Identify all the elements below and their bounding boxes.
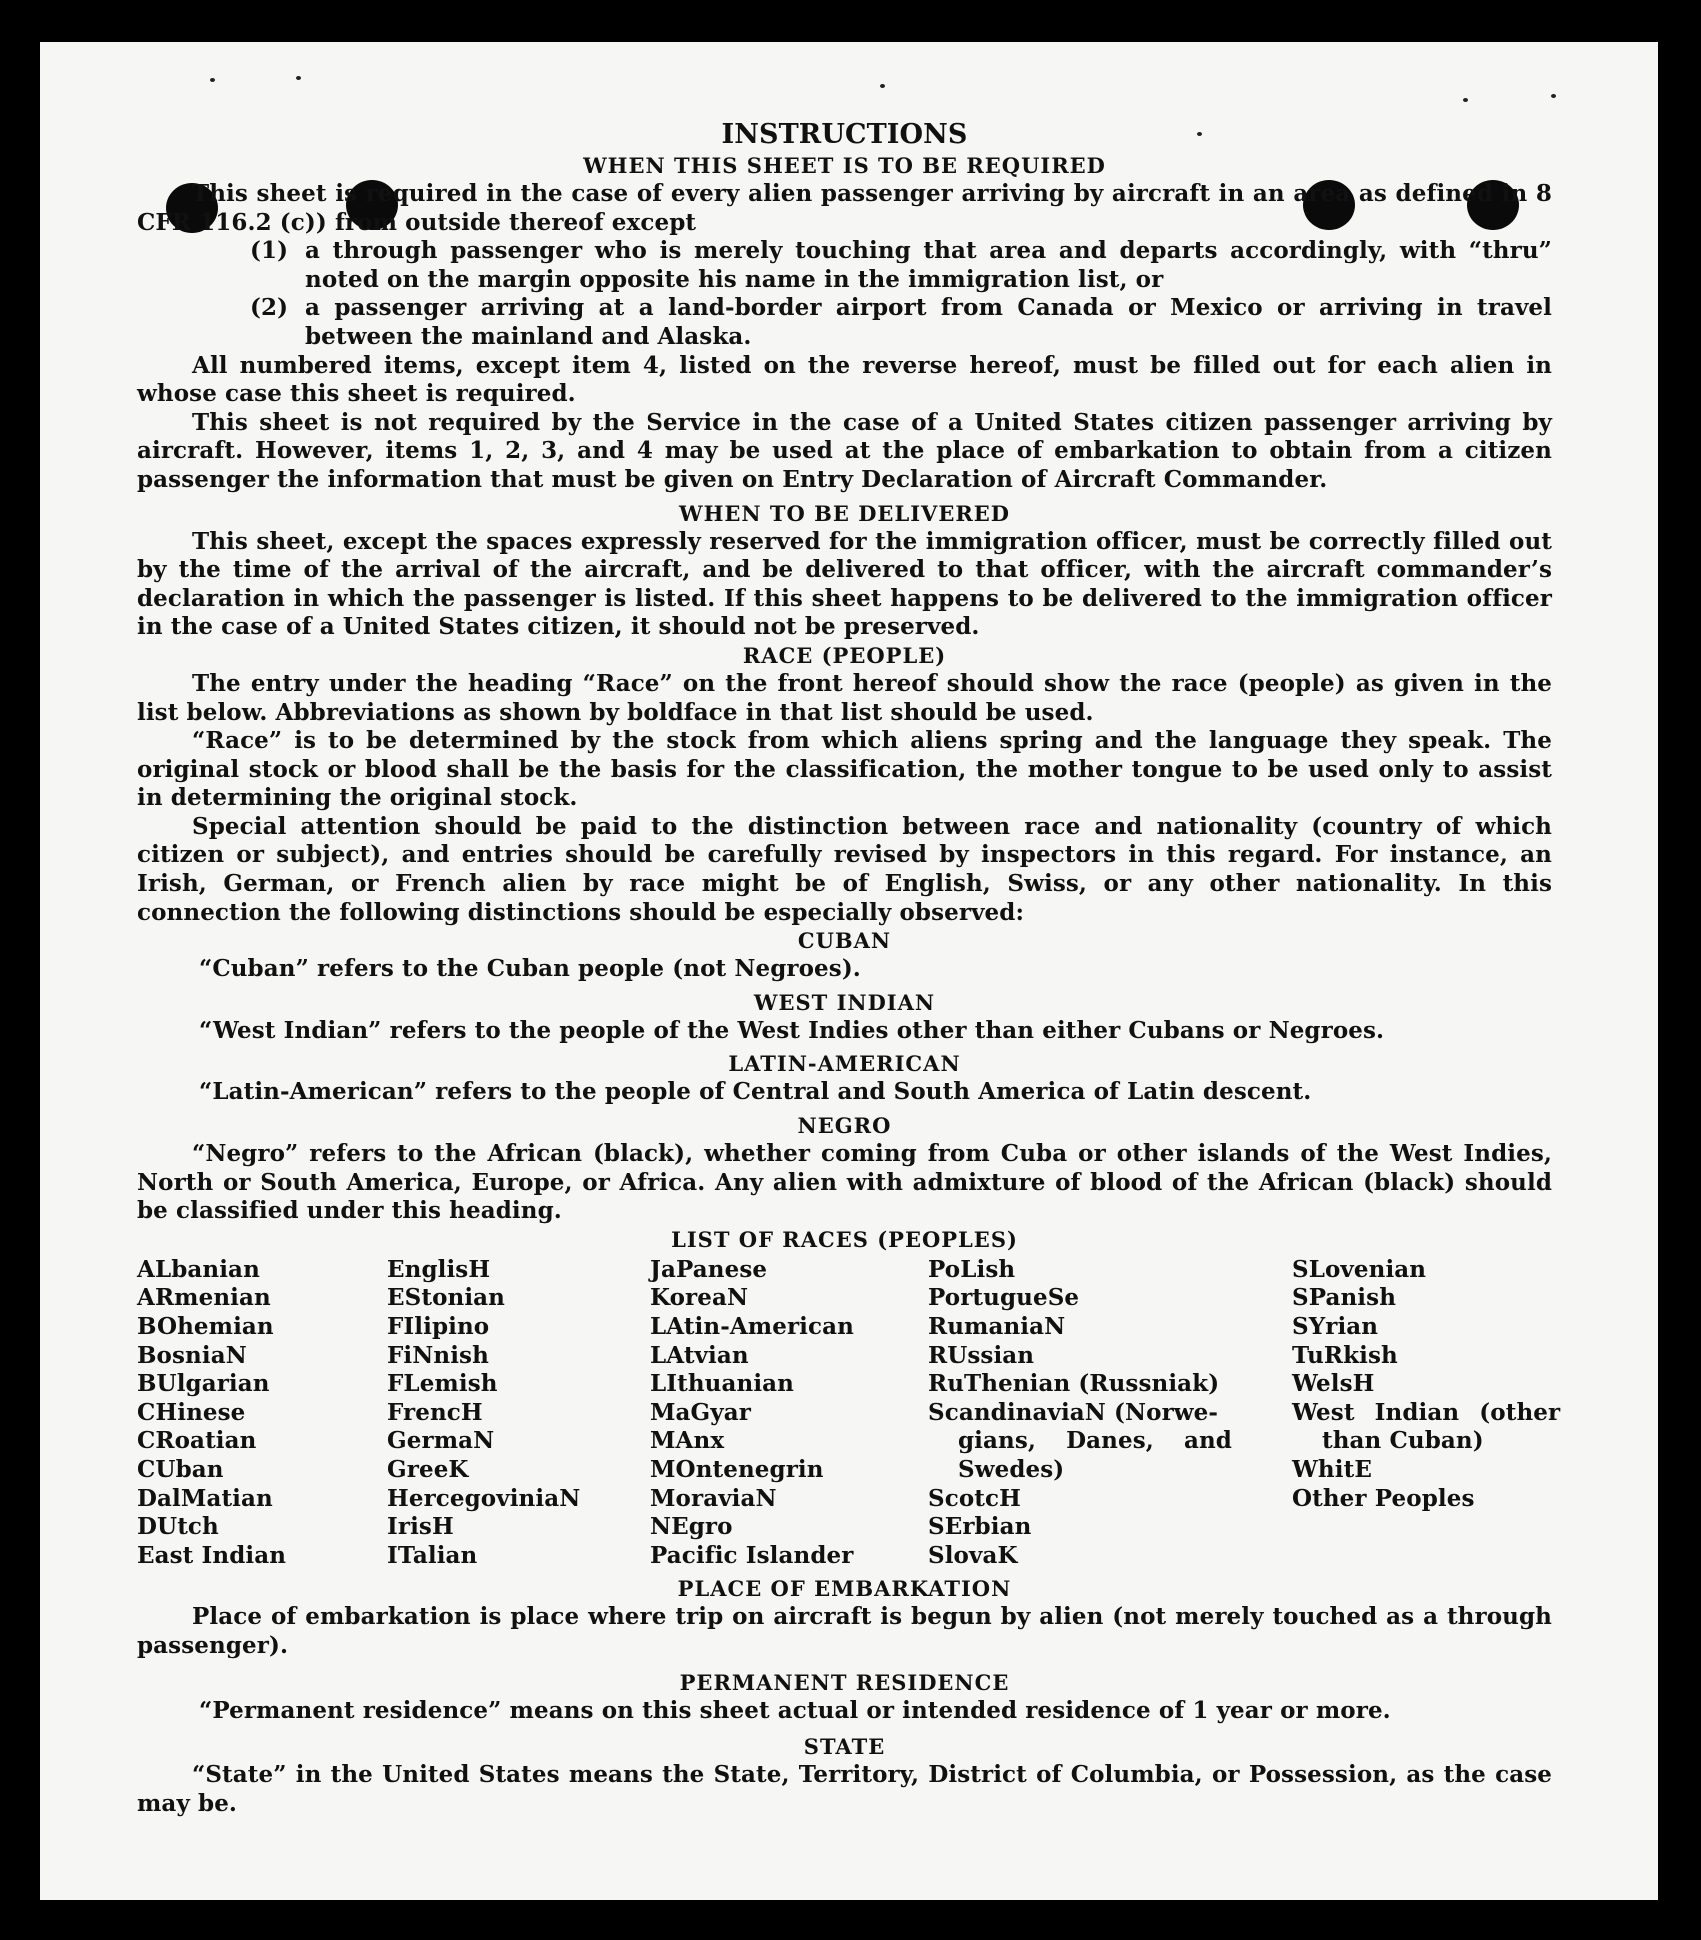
race-item: SLovenian (1292, 1255, 1427, 1283)
race-item: MOntenegrin (650, 1455, 824, 1483)
race-item: DalMatian (137, 1484, 273, 1512)
race-item: LIthuanian (650, 1370, 794, 1398)
race-item: KoreaN (650, 1284, 749, 1312)
speck (1551, 94, 1556, 98)
race-item: ARmenian (137, 1284, 271, 1312)
paragraph: “West Indian” refers to the people of the West Indies other than either Cubans or Negroes. (199, 1016, 1385, 1044)
race-column (650, 1256, 928, 1571)
paragraph: This sheet, except the spaces expressly reserved for the immigration officer, must be correctly filled out by the time of the arrival of the aircraft, and be delivered to that officer, with the aircraft commander’s declaration in which the passenger is listed. If this sheet happens to be delivered to the immigration officer in the case of a United States citizen, it should not be preserved. (137, 527, 1552, 641)
paragraph: The entry under the heading “Race” on the front hereof should show the race (people) as given in the list below. Abbreviations as shown by boldface in that list should be used. (137, 669, 1552, 726)
race-item: PortugueSe (928, 1284, 1080, 1312)
race-item: ALbanian (137, 1255, 260, 1283)
paragraph: Place of embarkation is place where trip on aircraft is begun by alien (not merely touched as a through passenger). (137, 1603, 1552, 1659)
section-heading: NEGRO (797, 1113, 892, 1139)
race-item: PoLish (928, 1255, 1016, 1283)
race-item: TuRkish (1292, 1341, 1398, 1369)
race-item: FLemish (387, 1370, 498, 1398)
race-item: NEgro (650, 1513, 733, 1541)
race-item: RumaniaN (928, 1313, 1066, 1340)
page-title: INSTRUCTIONS (721, 119, 968, 150)
section-heading: WHEN TO BE DELIVERED (678, 500, 1010, 526)
race-item: RUssian (928, 1341, 1035, 1369)
race-item: SlovaK (928, 1541, 1018, 1569)
speck (1463, 98, 1468, 102)
item-text: a through passenger who is merely touching that area and departs accordingly, with “thru” noted on the margin opposite his name in the immigration list, or (305, 237, 1552, 293)
section-heading: WHEN THIS SHEET IS TO BE REQUIRED (583, 153, 1106, 178)
race-item: BUlgarian (137, 1370, 270, 1398)
race-item: MaGyar (650, 1398, 751, 1426)
instructions-content (137, 118, 1561, 1818)
race-item: BosniaN (137, 1341, 247, 1369)
race-item: Pacific Islander (650, 1541, 854, 1569)
race-item: SErbian (928, 1513, 1032, 1541)
race-item-continued: gians, Danes, and (958, 1427, 1232, 1455)
race-item: FIlipino (387, 1313, 490, 1340)
race-item: RuThenian (Russniak) (928, 1370, 1220, 1398)
section-heading: LATIN-AMERICAN (728, 1051, 961, 1077)
section-heading: STATE (803, 1734, 886, 1760)
section-heading: LIST OF RACES (PEOPLES) (671, 1226, 1018, 1252)
paragraph: “Cuban” refers to the Cuban people (not Negroes). (199, 955, 861, 983)
race-item: DUtch (137, 1513, 219, 1541)
race-item: MoraviaN (650, 1484, 777, 1512)
speck (210, 78, 215, 82)
race-item: GreeK (387, 1455, 469, 1483)
numbered-item (137, 237, 1552, 294)
race-item: CUban (137, 1455, 224, 1483)
paragraph: “Negro” refers to the African (black), whether coming from Cuba or other islands of the West Indies, North or South America, Europe, or Africa. Any alien with admixture of blood of the African (black) should be classified under this heading. (137, 1140, 1552, 1225)
section-heading: WEST INDIAN (753, 989, 936, 1015)
section-heading: CUBAN (797, 928, 892, 954)
paragraph: “Permanent residence” means on this sheet actual or intended residence of 1 year or more. (199, 1696, 1391, 1724)
paragraph: “Race” is to be determined by the stock from which aliens spring and the language they speak. The original stock or blood shall be the basis for the classification, the mother tongue to be used only to assist in determining the original stock. (137, 727, 1552, 812)
race-column (387, 1256, 650, 1571)
race-item: LAtvian (650, 1341, 749, 1369)
race-item: ScotcH (928, 1484, 1021, 1512)
race-item: HercegoviniaN (387, 1484, 581, 1512)
paragraph: Special attention should be paid to the distinction between race and nationality (country of which citizen or subject), and entries should be carefully revised by inspectors in this regard. For instance, an Irish, German, or French alien by race might be of English, Swiss, or any other nationality. In this connection the following distinctions should be especially observed: (137, 812, 1552, 926)
race-column (928, 1255, 1232, 1571)
race-item: EStonian (387, 1284, 505, 1312)
item-text: a passenger arriving at a land-border airport from Canada or Mexico or arriving in travel between the mainland and Alaska. (305, 294, 1552, 350)
race-item: IrisH (387, 1513, 454, 1541)
speck (880, 84, 885, 88)
race-item: ITalian (387, 1541, 478, 1569)
paragraph: “Latin-American” refers to the people of Central and South America of Latin descent. (199, 1078, 1312, 1106)
race-list (137, 1255, 1561, 1571)
numbered-item (137, 294, 1552, 351)
race-item: WelsH (1292, 1370, 1375, 1398)
paragraph: “State” in the United States means the State, Territory, District of Columbia, or Possession, as the case may be. (137, 1761, 1552, 1817)
item-number: (1) (250, 237, 289, 265)
race-item: ScandinaviaN (Norwe- (928, 1398, 1219, 1426)
race-item: CRoatian (137, 1427, 257, 1455)
section-heading: PLACE OF EMBARKATION (677, 1576, 1012, 1602)
paragraph: This sheet is not required by the Service in the case of a United States citizen passenger arriving by aircraft. However, items 1, 2, 3, and 4 may be used at the place of embarkation to obtain from a citizen passenger the information that must be given on Entry Declaration of Aircraft Commander. (137, 408, 1552, 493)
race-item-continued: than Cuban) (1322, 1427, 1484, 1455)
race-item: Other Peoples (1292, 1484, 1475, 1512)
race-item: MAnx (650, 1427, 725, 1455)
item-number: (2) (250, 294, 289, 322)
race-column (1292, 1255, 1561, 1571)
race-item: SPanish (1292, 1284, 1397, 1312)
race-item: West Indian (other (1292, 1398, 1561, 1426)
race-item: JaPanese (650, 1255, 768, 1283)
race-item: LAtin-American (650, 1313, 854, 1340)
race-item: FiNnish (387, 1341, 489, 1369)
race-item-continued: Swedes) (958, 1455, 1065, 1483)
race-item: EnglisH (387, 1255, 491, 1283)
race-item: GermaN (387, 1427, 495, 1455)
section-heading: RACE (PEOPLE) (742, 642, 947, 668)
paragraph: All numbered items, except item 4, listed on the reverse hereof, must be filled out for each alien in whose case this sheet is required. (137, 351, 1552, 408)
race-item: WhitE (1292, 1455, 1372, 1483)
race-column (137, 1256, 387, 1571)
race-item: BOhemian (137, 1313, 274, 1340)
section-heading: PERMANENT RESIDENCE (679, 1669, 1010, 1695)
paragraph: This sheet is required in the case of every alien passenger arriving by aircraft in an area as defined in 8 CFR 116.2 (c)) from outside thereof except (137, 180, 1552, 236)
speck (296, 76, 301, 80)
race-item: East Indian (137, 1541, 287, 1569)
race-item: FrencH (387, 1398, 483, 1426)
race-item: CHinese (137, 1398, 246, 1426)
race-item: SYrian (1292, 1313, 1379, 1340)
